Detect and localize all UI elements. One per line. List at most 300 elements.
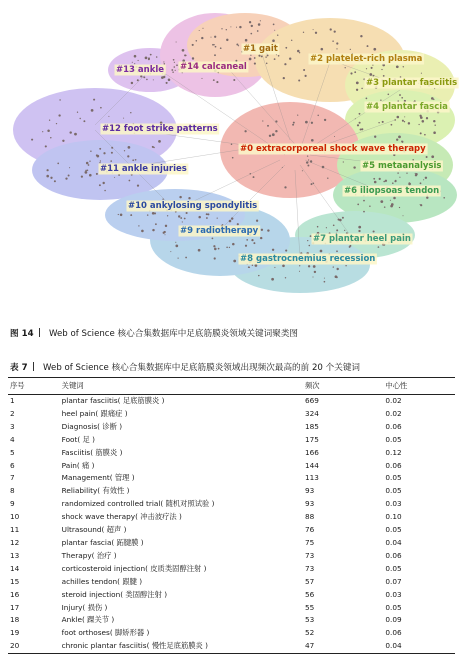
- keyword-node: [310, 160, 312, 162]
- keyword-node: [332, 40, 334, 42]
- table-row: [8, 472, 455, 485]
- keyword-node: [330, 28, 332, 30]
- row-centrality: 0.02: [385, 408, 402, 418]
- keyword-node: [373, 75, 375, 77]
- keyword-node: [258, 23, 261, 26]
- keyword-node: [47, 129, 50, 132]
- keyword-node: [218, 248, 220, 250]
- table-row: [8, 589, 455, 602]
- keyword-node: [324, 278, 325, 279]
- keyword-node: [85, 170, 87, 172]
- keyword-node: [206, 213, 208, 215]
- keyword-node: [128, 146, 131, 149]
- keyword-node: [322, 166, 325, 169]
- keyword-node: [93, 99, 95, 101]
- table-row: [8, 447, 455, 460]
- keyword-node: [202, 28, 203, 29]
- keyword-node: [408, 122, 410, 124]
- keyword-node: [431, 155, 434, 158]
- keyword-node: [175, 245, 178, 248]
- cluster-label-5: [361, 161, 443, 172]
- row-centrality: 0.07: [385, 576, 402, 586]
- keyword-node: [114, 177, 115, 178]
- row-keyword: Management( 管理 ): [61, 473, 135, 483]
- row-frequency: 56: [304, 589, 315, 599]
- keyword-node: [357, 204, 359, 206]
- keyword-node: [178, 258, 179, 259]
- keyword-node: [238, 45, 239, 46]
- keyword-node: [336, 276, 338, 278]
- keyword-node: [402, 142, 403, 143]
- cluster-label-text: #12 foot strike patterns: [102, 124, 218, 134]
- cluster-label-12: [101, 124, 220, 135]
- keyword-node: [320, 250, 323, 253]
- keyword-node: [210, 37, 211, 38]
- keyword-node: [171, 69, 173, 71]
- cluster-label-text: #4 plantar fascia: [366, 102, 448, 112]
- keyword-node: [311, 139, 314, 142]
- keyword-node: [233, 260, 236, 263]
- keyword-node: [415, 174, 417, 176]
- figure-caption-text: Web of Science 核心合集数据库中足底筋膜炎领域关键词聚类图: [49, 329, 299, 339]
- row-keyword: Therapy( 治疗 ): [61, 550, 117, 560]
- keyword-node: [356, 89, 358, 91]
- row-centrality: 0.05: [385, 563, 402, 573]
- keyword-node: [87, 169, 89, 171]
- keyword-node: [373, 178, 375, 180]
- keyword-node: [423, 179, 424, 180]
- keyword-node: [388, 94, 390, 96]
- keyword-node: [420, 182, 422, 184]
- keyword-node: [245, 245, 247, 247]
- row-centrality: 0.03: [385, 589, 402, 599]
- keyword-node: [391, 124, 393, 126]
- keyword-node: [49, 120, 50, 121]
- keyword-node: [175, 70, 176, 71]
- keyword-node: [188, 197, 190, 199]
- keyword-node: [313, 265, 316, 268]
- keyword-node: [62, 140, 64, 142]
- keyword-node: [257, 30, 259, 32]
- table-row: [8, 576, 455, 589]
- keyword-node: [215, 46, 217, 48]
- keyword-node: [50, 177, 52, 179]
- keyword-node: [214, 36, 216, 38]
- keyword-node: [123, 118, 124, 119]
- keyword-cluster-map: [0, 0, 460, 300]
- keyword-node: [311, 122, 313, 124]
- keyword-node: [369, 205, 370, 206]
- keyword-node: [132, 159, 134, 161]
- keyword-node: [409, 182, 410, 183]
- keyword-node: [358, 230, 360, 232]
- row-centrality: 0.05: [385, 486, 402, 496]
- keyword-node: [355, 118, 356, 119]
- keyword-node: [274, 267, 275, 268]
- row-keyword: Foot( 足 ): [61, 434, 96, 444]
- row-frequency: 53: [304, 615, 315, 625]
- row-number: 7: [10, 473, 15, 483]
- keyword-node: [250, 173, 252, 175]
- keyword-node: [305, 121, 308, 124]
- table-row: [8, 524, 455, 537]
- cluster-label-0: [239, 144, 428, 155]
- keyword-node: [297, 50, 300, 53]
- keyword-node: [357, 124, 359, 126]
- keyword-node: [229, 220, 232, 223]
- keyword-node: [354, 71, 356, 73]
- keyword-node: [384, 206, 386, 208]
- keyword-node: [170, 251, 171, 252]
- keyword-node: [307, 155, 308, 156]
- keyword-node: [285, 47, 287, 49]
- table-row: [8, 485, 455, 498]
- keyword-node: [324, 281, 326, 283]
- keyword-node: [244, 130, 246, 132]
- keyword-node: [221, 28, 222, 29]
- keyword-node: [421, 73, 422, 74]
- keyword-node: [258, 275, 259, 276]
- keyword-node: [344, 230, 345, 231]
- keyword-node: [398, 136, 401, 139]
- keyword-node: [239, 26, 241, 28]
- row-centrality: 0.05: [385, 525, 402, 535]
- keyword-node: [378, 246, 380, 248]
- cluster-label-8: [239, 254, 377, 265]
- row-number: 9: [10, 499, 15, 509]
- keyword-node: [267, 54, 269, 56]
- keyword-node: [103, 152, 105, 154]
- keyword-node: [299, 52, 300, 53]
- keyword-node: [277, 34, 278, 35]
- row-keyword: plantar fascia( 跖腱膜 ): [61, 537, 144, 547]
- keyword-node: [56, 123, 57, 124]
- keyword-node: [275, 120, 277, 122]
- row-centrality: 0.10: [385, 512, 402, 522]
- cluster-label-text: #5 metaanalysis: [362, 161, 442, 171]
- keyword-node: [374, 136, 376, 138]
- row-centrality: 0.12: [385, 447, 402, 457]
- row-centrality: 0.06: [385, 628, 402, 638]
- keyword-node: [422, 120, 425, 123]
- keyword-node: [433, 131, 436, 134]
- keyword-node: [260, 20, 261, 21]
- row-frequency: 73: [304, 563, 315, 573]
- keyword-node: [153, 79, 154, 80]
- row-keyword: shock wave therapy( 冲击波疗法 ): [61, 512, 182, 522]
- keyword-node: [226, 29, 227, 30]
- keyword-node: [176, 64, 178, 66]
- keyword-node: [272, 39, 275, 42]
- keyword-node: [298, 79, 300, 81]
- keyword-node: [396, 139, 398, 141]
- row-centrality: 0.06: [385, 460, 402, 470]
- keyword-node: [237, 223, 239, 225]
- row-number: 6: [10, 460, 15, 470]
- header-no: 序号: [10, 381, 25, 390]
- row-number: 16: [10, 589, 20, 599]
- cluster-label-text: #0 extracorporeal shock wave therapy: [240, 144, 426, 154]
- keyword-node: [135, 159, 137, 161]
- keyword-node: [59, 99, 60, 100]
- keyword-node: [371, 67, 373, 69]
- keyword-node: [426, 196, 428, 198]
- keyword-node: [206, 217, 208, 219]
- keyword-node: [383, 75, 385, 77]
- keyword-node: [90, 150, 91, 151]
- keyword-node: [163, 61, 164, 62]
- keyword-node: [131, 82, 133, 84]
- keyword-node: [383, 181, 385, 183]
- row-frequency: 55: [304, 602, 315, 612]
- keyword-node: [361, 88, 363, 90]
- keyword-node: [148, 57, 150, 59]
- keyword-node: [69, 167, 70, 168]
- row-centrality: 0.05: [385, 473, 402, 483]
- keyword-node: [245, 39, 248, 42]
- header-frequency: 频次: [304, 381, 320, 390]
- header-centrality: 中心性: [385, 381, 408, 390]
- keyword-node: [267, 125, 269, 127]
- keyword-node: [96, 173, 98, 175]
- keyword-node: [196, 40, 198, 42]
- keyword-node: [308, 265, 310, 267]
- keyword-node: [356, 82, 359, 85]
- keyword-node: [273, 24, 275, 26]
- row-centrality: 0.05: [385, 434, 402, 444]
- keyword-node: [179, 196, 181, 198]
- keyword-node: [424, 134, 426, 136]
- keyword-node: [46, 175, 49, 178]
- keyword-node: [137, 185, 139, 187]
- row-frequency: 57: [304, 576, 315, 586]
- keyword-node: [140, 75, 142, 77]
- keyword-node: [178, 215, 180, 217]
- row-keyword: Fasciitis( 筋膜炎 ): [61, 447, 123, 457]
- keyword-node: [91, 109, 94, 112]
- keyword-node: [369, 73, 372, 76]
- keyword-node: [315, 32, 317, 34]
- keyword-node: [176, 41, 177, 42]
- cluster-label-10: [127, 201, 259, 212]
- keyword-node: [426, 156, 428, 158]
- cluster-label-2: [309, 54, 425, 65]
- keyword-node: [309, 245, 311, 247]
- keyword-node: [258, 55, 260, 57]
- keyword-node: [366, 68, 367, 69]
- keyword-node: [359, 113, 361, 115]
- keyword-node: [85, 171, 88, 174]
- keyword-node: [100, 107, 102, 109]
- keyword-node: [102, 182, 104, 184]
- keyword-node: [253, 242, 255, 244]
- keyword-node: [220, 47, 222, 49]
- row-frequency: 52: [304, 628, 315, 638]
- row-keyword: achilles tendon( 跟腱 ): [61, 576, 143, 586]
- row-frequency: 73: [304, 550, 315, 560]
- keyword-node: [372, 65, 373, 66]
- keyword-node: [138, 60, 139, 61]
- figure-number: 图 14: [10, 329, 34, 339]
- cluster-label-14: [179, 62, 249, 73]
- keyword-node: [404, 121, 405, 122]
- row-frequency: 75: [304, 537, 315, 547]
- keyword-node: [336, 42, 338, 44]
- keyword-node: [266, 63, 268, 65]
- keyword-node: [396, 65, 399, 68]
- table-caption-text: Web of Science 核心合集数据库中足底筋膜炎领域出现频次最高的前 20 个关键词: [43, 363, 361, 373]
- row-centrality: 0.09: [385, 615, 402, 625]
- keyword-node: [380, 200, 383, 203]
- row-keyword: Ankle( 踝关节 ): [61, 615, 115, 625]
- keyword-node: [401, 97, 403, 99]
- keyword-node: [251, 25, 253, 27]
- keyword-node: [168, 79, 171, 82]
- keyword-node: [111, 147, 113, 149]
- row-keyword: heel pain( 跟痛症 ): [61, 408, 128, 418]
- keyword-node: [269, 135, 271, 137]
- keyword-node: [420, 204, 422, 206]
- row-keyword: Diagnosis( 诊断 ): [61, 421, 123, 431]
- keyword-node: [134, 55, 137, 58]
- row-frequency: 185: [304, 421, 319, 431]
- keyword-node: [291, 40, 292, 41]
- keyword-node: [382, 121, 384, 123]
- keyword-node: [343, 161, 344, 162]
- keyword-node: [289, 57, 291, 59]
- keyword-node: [307, 240, 308, 241]
- keyword-node: [152, 212, 155, 215]
- keyword-node: [111, 152, 113, 154]
- table-row: [8, 421, 455, 434]
- row-keyword: chronic plantar fasciitis( 慢性足底筋膜炎 ): [61, 641, 208, 651]
- keyword-node: [213, 245, 215, 247]
- keyword-node: [390, 205, 393, 208]
- keyword-node: [54, 180, 56, 182]
- keyword-node: [359, 122, 361, 124]
- keyword-node: [232, 243, 235, 246]
- row-number: 1: [10, 396, 15, 405]
- keyword-node: [192, 57, 194, 59]
- row-centrality: 0.05: [385, 602, 402, 612]
- keyword-node: [99, 184, 101, 186]
- keyword-node: [271, 278, 274, 281]
- keyword-node: [262, 120, 263, 121]
- row-frequency: 93: [304, 486, 315, 496]
- keyword-node: [308, 159, 309, 160]
- keyword-node: [380, 100, 381, 101]
- keyword-node: [180, 217, 182, 219]
- keyword-node: [350, 49, 351, 50]
- keyword-node: [274, 58, 276, 60]
- figure-caption: [10, 327, 298, 339]
- table-row: [8, 395, 455, 408]
- row-number: 11: [10, 525, 20, 535]
- table-row: [8, 537, 455, 550]
- table-row: [8, 627, 455, 640]
- keyword-node: [192, 44, 194, 46]
- keyword-node: [166, 82, 168, 84]
- row-number: 4: [10, 434, 15, 444]
- keyword-node: [350, 72, 352, 74]
- row-keyword: Injury( 损伤 ): [61, 602, 108, 612]
- keyword-node: [338, 219, 340, 221]
- keyword-node: [433, 99, 434, 100]
- cluster-label-text: #10 ankylosing spondylitis: [128, 201, 258, 211]
- table-row: [8, 640, 455, 653]
- table-row: [8, 511, 455, 524]
- keyword-node: [292, 124, 294, 126]
- keyword-node: [336, 268, 338, 270]
- row-number: 14: [10, 563, 20, 573]
- keyword-node: [156, 56, 158, 58]
- cluster-label-text: #14 calcaneal: [180, 62, 247, 72]
- keyword-node: [226, 39, 228, 41]
- keyword-node: [379, 178, 381, 180]
- row-keyword: Pain( 痛 ): [61, 460, 95, 470]
- keyword-node: [314, 271, 316, 273]
- row-centrality: 0.06: [385, 550, 402, 560]
- keyword-node: [285, 250, 287, 252]
- keyword-node: [89, 174, 92, 177]
- keyword-node: [175, 242, 176, 243]
- keyword-node: [397, 116, 400, 119]
- keyword-node: [265, 56, 266, 57]
- keyword-node: [80, 118, 81, 119]
- keyword-node: [363, 200, 365, 202]
- keyword-node: [317, 226, 319, 228]
- keyword-node: [363, 211, 365, 213]
- keyword-node: [214, 44, 215, 45]
- keyword-node: [395, 180, 397, 182]
- keyword-node: [425, 177, 427, 179]
- keyword-node: [186, 212, 188, 214]
- row-frequency: 93: [304, 499, 315, 509]
- keyword-node: [342, 217, 344, 219]
- keyword-node: [324, 119, 326, 121]
- keyword-node: [184, 218, 186, 220]
- keyword-node: [77, 112, 78, 113]
- keyword-node: [326, 227, 327, 228]
- keyword-node: [42, 131, 43, 132]
- keyword-node: [261, 229, 263, 231]
- keyword-node: [435, 125, 436, 126]
- keyword-node: [165, 234, 166, 235]
- row-keyword: randomized controlled trial( 随机对照试验 ): [61, 499, 215, 509]
- keyword-node: [392, 182, 394, 184]
- keyword-node: [217, 217, 218, 218]
- table-row: [8, 408, 455, 421]
- keyword-node: [297, 114, 298, 115]
- keyword-node: [69, 131, 71, 133]
- cluster-label-4: [365, 102, 450, 113]
- row-frequency: 669: [304, 396, 319, 405]
- keyword-node: [174, 62, 175, 63]
- table-row: [8, 602, 455, 615]
- row-number: 18: [10, 615, 20, 625]
- keyword-node: [260, 237, 262, 239]
- keyword-node: [233, 79, 235, 81]
- keyword-node: [199, 30, 200, 31]
- keyword-node: [212, 238, 214, 240]
- cluster-label-11: [99, 164, 189, 175]
- keyword-node: [88, 164, 90, 166]
- keyword-node: [138, 225, 139, 226]
- keyword-node: [327, 177, 328, 178]
- keyword-node: [231, 144, 233, 146]
- keyword-node: [426, 117, 428, 119]
- keyword-node: [283, 77, 285, 79]
